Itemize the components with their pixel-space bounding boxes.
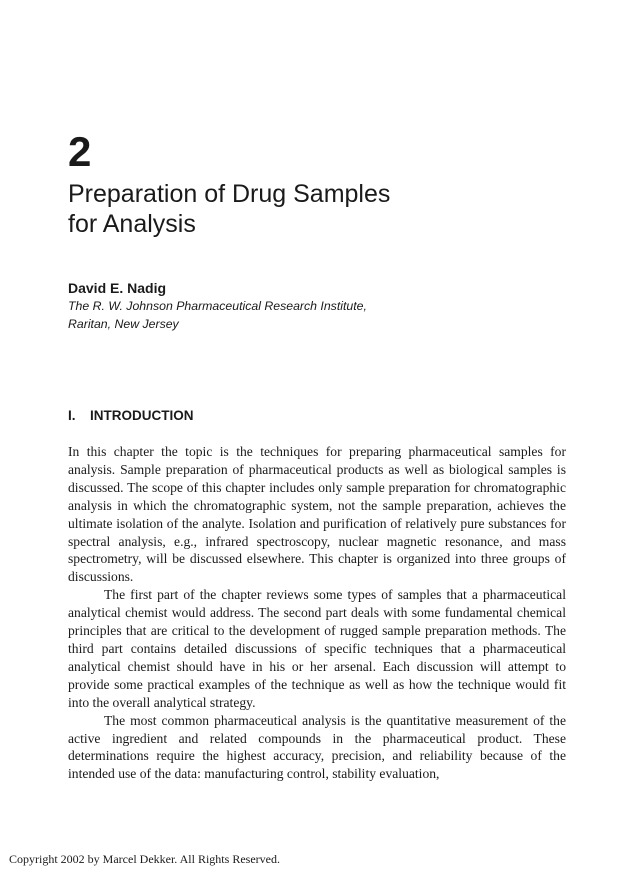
section-number: I.: [68, 408, 76, 423]
section-heading: [68, 406, 194, 426]
body-paragraph: The most common pharmaceutical analysis is the quantitative measurement of the active ingredient and related compounds in the pharmaceutical product. These determinations require the highest accuracy, precision, and reliability because of the intended use of the data: manufacturing control, stability evaluation,: [68, 712, 566, 782]
chapter-title-line-1: Preparation of Drug Samples: [68, 180, 391, 208]
author-name: David E. Nadig: [68, 280, 167, 296]
chapter-title-line-2: for Analysis: [68, 210, 196, 238]
section-body: [68, 443, 566, 783]
body-paragraph: The first part of the chapter reviews some types of samples that a pharmaceutical analytical chemist would address. The second part deals with some fundamental chemical principles that are critical to the development of rugged sample preparation methods. The third part contains detailed discussions of specific techniques that a pharmaceutical analytical chemist should have in his or her arsenal. Each discussion will attempt to provide some practical examples of the technique as well as how the technique would fit into the overall analytical strategy.: [68, 587, 566, 710]
body-paragraph: In this chapter the topic is the techniques for preparing pharmaceutical samples for analysis. Sample preparation of pharmaceutical products as well as biological samples is discussed. The scope of this chapter includes only sample preparation for chromatographic analysis in which the chromatographic system, not the sample preparation, achieves the ultimate isolation of the analyte. Isolation and purification of relatively pure substances for spectral analysis, e.g., infrared spectroscopy, nuclear magnetic resonance, and mass spectrometry, will be discussed elsewhere. This chapter is organized into three groups of discussions.: [68, 444, 566, 585]
author-affiliation: [68, 297, 367, 333]
section-title: INTRODUCTION: [90, 408, 194, 423]
chapter-title: [68, 179, 390, 239]
affiliation-line-2: Raritan, New Jersey: [68, 317, 179, 331]
chapter-number: 2: [68, 128, 92, 175]
affiliation-line-1: The R. W. Johnson Pharmaceutical Research Institute,: [68, 299, 367, 313]
copyright-notice: Copyright 2002 by Marcel Dekker. All Rights Reserved.: [9, 852, 280, 866]
